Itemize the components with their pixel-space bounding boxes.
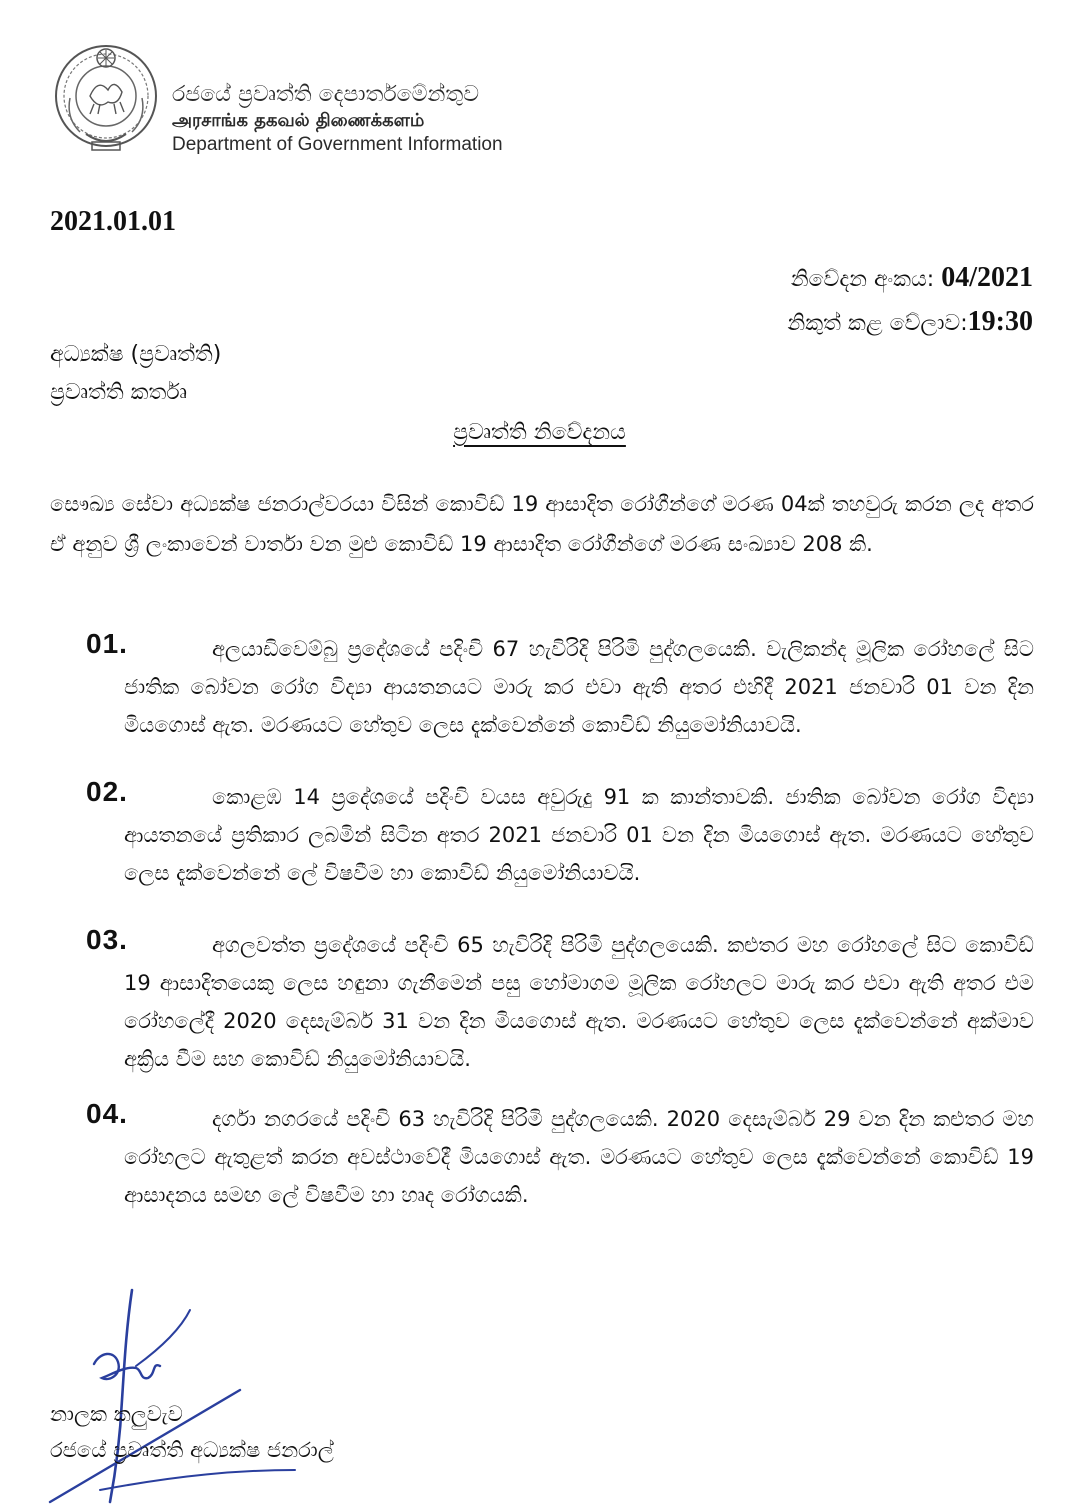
case-number: 04. bbox=[86, 1098, 128, 1129]
department-name-english: Department of Government Information bbox=[172, 134, 503, 155]
release-date: 2021.01.01 bbox=[50, 206, 176, 237]
sri-lanka-emblem-icon bbox=[50, 38, 162, 158]
signature-icon bbox=[40, 1270, 300, 1510]
case-number: 03. bbox=[86, 924, 128, 955]
signatory-name: නාලක කලුවැව bbox=[50, 1402, 183, 1426]
case-text: අලයාඩිවෙම්බු ප්‍රදේශයේ පදිංචි 67 හැවිරිදි පිරිමි පුද්ගලයෙකි. වැලිකන්ද මූලික රෝහලේ සිට ජාතික බෝවන රෝග විද්‍යා ආයතනයට මාරු කර එවා ඇති අතර එහිදී 2021 ජනවාරි 01 වන දින මියගොස් ඇත. මරණයට හේතුව ලෙස දැක්වෙන්නේ කොවිඩ් නියුමෝනියාවයි. bbox=[124, 637, 1034, 737]
release-number-value: 04/2021 bbox=[941, 262, 1033, 293]
case-item bbox=[86, 1100, 1034, 1214]
case-item bbox=[86, 926, 1034, 1078]
recipient-line-1: අධ්‍යක්ෂ (ප්‍රවෘත්ති) bbox=[50, 342, 222, 367]
case-item bbox=[86, 778, 1034, 892]
letterhead bbox=[50, 38, 550, 158]
recipient-line-2: ප්‍රවෘත්ති කර්තෘ bbox=[50, 380, 187, 405]
release-number-label: නිවේදන අංකය: bbox=[790, 267, 942, 292]
case-text: දර්ගා නගරයේ පදිංචි 63 හැවිරිදි පිරිමි පුද්ගලයෙකි. 2020 දෙසැම්බර් 29 වන දින කළුතර මහ රෝහලට ඇතුළත් කරන අවස්ථාවේදී මියගොස් ඇත. මරණයට හේතුව ලෙස දැක්වෙන්නේ කොවිඩ් 19 ආසාදනය සමඟ ලේ විෂවීම හා හෘද රෝගයකි. bbox=[124, 1107, 1034, 1207]
release-time-label: නිකුත් කළ වේලාව: bbox=[787, 311, 968, 336]
signatory-title: රජයේ ප්‍රවෘත්ති අධ්‍යක්ෂ ජනරාල් bbox=[50, 1438, 334, 1462]
release-number bbox=[791, 262, 1033, 294]
release-time-value: 19:30 bbox=[967, 306, 1033, 337]
case-item bbox=[86, 630, 1034, 744]
case-text: කොළඹ 14 ප්‍රදේශයේ පදිංචි වයස අවුරුදු 91 ක කාන්තාවකි. ජාතික බෝවන රෝග විද්‍යා ආයතනයේ ප්‍රතිකාර ලබමින් සිටින අතර 2021 ජනවාරි 01 වන දින මියගොස් ඇත. මරණයට හේතුව ලෙස දැක්වෙන්නේ ලේ විෂවීම හා කොවිඩ් නියුමෝනියාවයි. bbox=[124, 785, 1034, 885]
case-number: 02. bbox=[86, 776, 128, 807]
department-name-sinhala: රජයේ ප්‍රවෘත්ති දෙපාර්තමේන්තුව bbox=[172, 82, 480, 107]
document-subject bbox=[0, 420, 1079, 445]
case-text: අගලවත්ත ප්‍රදේශයේ පදිංචි 65 හැවිරිදි පිරිමි පුද්ගලයෙකි. කළුතර මහ රෝහලේ සිට කොවිඩ් 19 ආසාදිතයෙකු ලෙස හඳුනා ගැනීමෙන් පසු හෝමාගම මූලික රෝහලට මාරු කර එවා ඇති අතර එම රෝහලේදී 2020 දෙසැම්බර් 31 වන දින මියගොස් ඇත. මරණයට හේතුව ලෙස දැක්වෙන්නේ අක්මාව අක්‍රිය වීම සහ කොවිඩ් නියුමෝනියාවයි. bbox=[124, 933, 1034, 1071]
department-name-tamil: அரசாங்க தகவல் திணைக்களம் bbox=[172, 110, 425, 131]
subject-text: ප්‍රවෘත්ති නිවේදනය bbox=[453, 420, 626, 445]
release-time bbox=[787, 306, 1033, 338]
intro-paragraph: සෞඛ්‍ය සේවා අධ්‍යක්ෂ ජනරාල්වරයා විසින් කොවිඩ් 19 ආසාදිත රෝගීන්ගේ මරණ 04ක් තහවුරු කරන ලද අතර ඒ අනුව ශ්‍රී ලංකාවෙන් වාර්තා වන මුළු කොවිඩ් 19 ආසාදිත රෝගීන්ගේ මරණ සංඛ්‍යාව 208 කි. bbox=[50, 492, 1034, 556]
case-number: 01. bbox=[86, 628, 128, 659]
